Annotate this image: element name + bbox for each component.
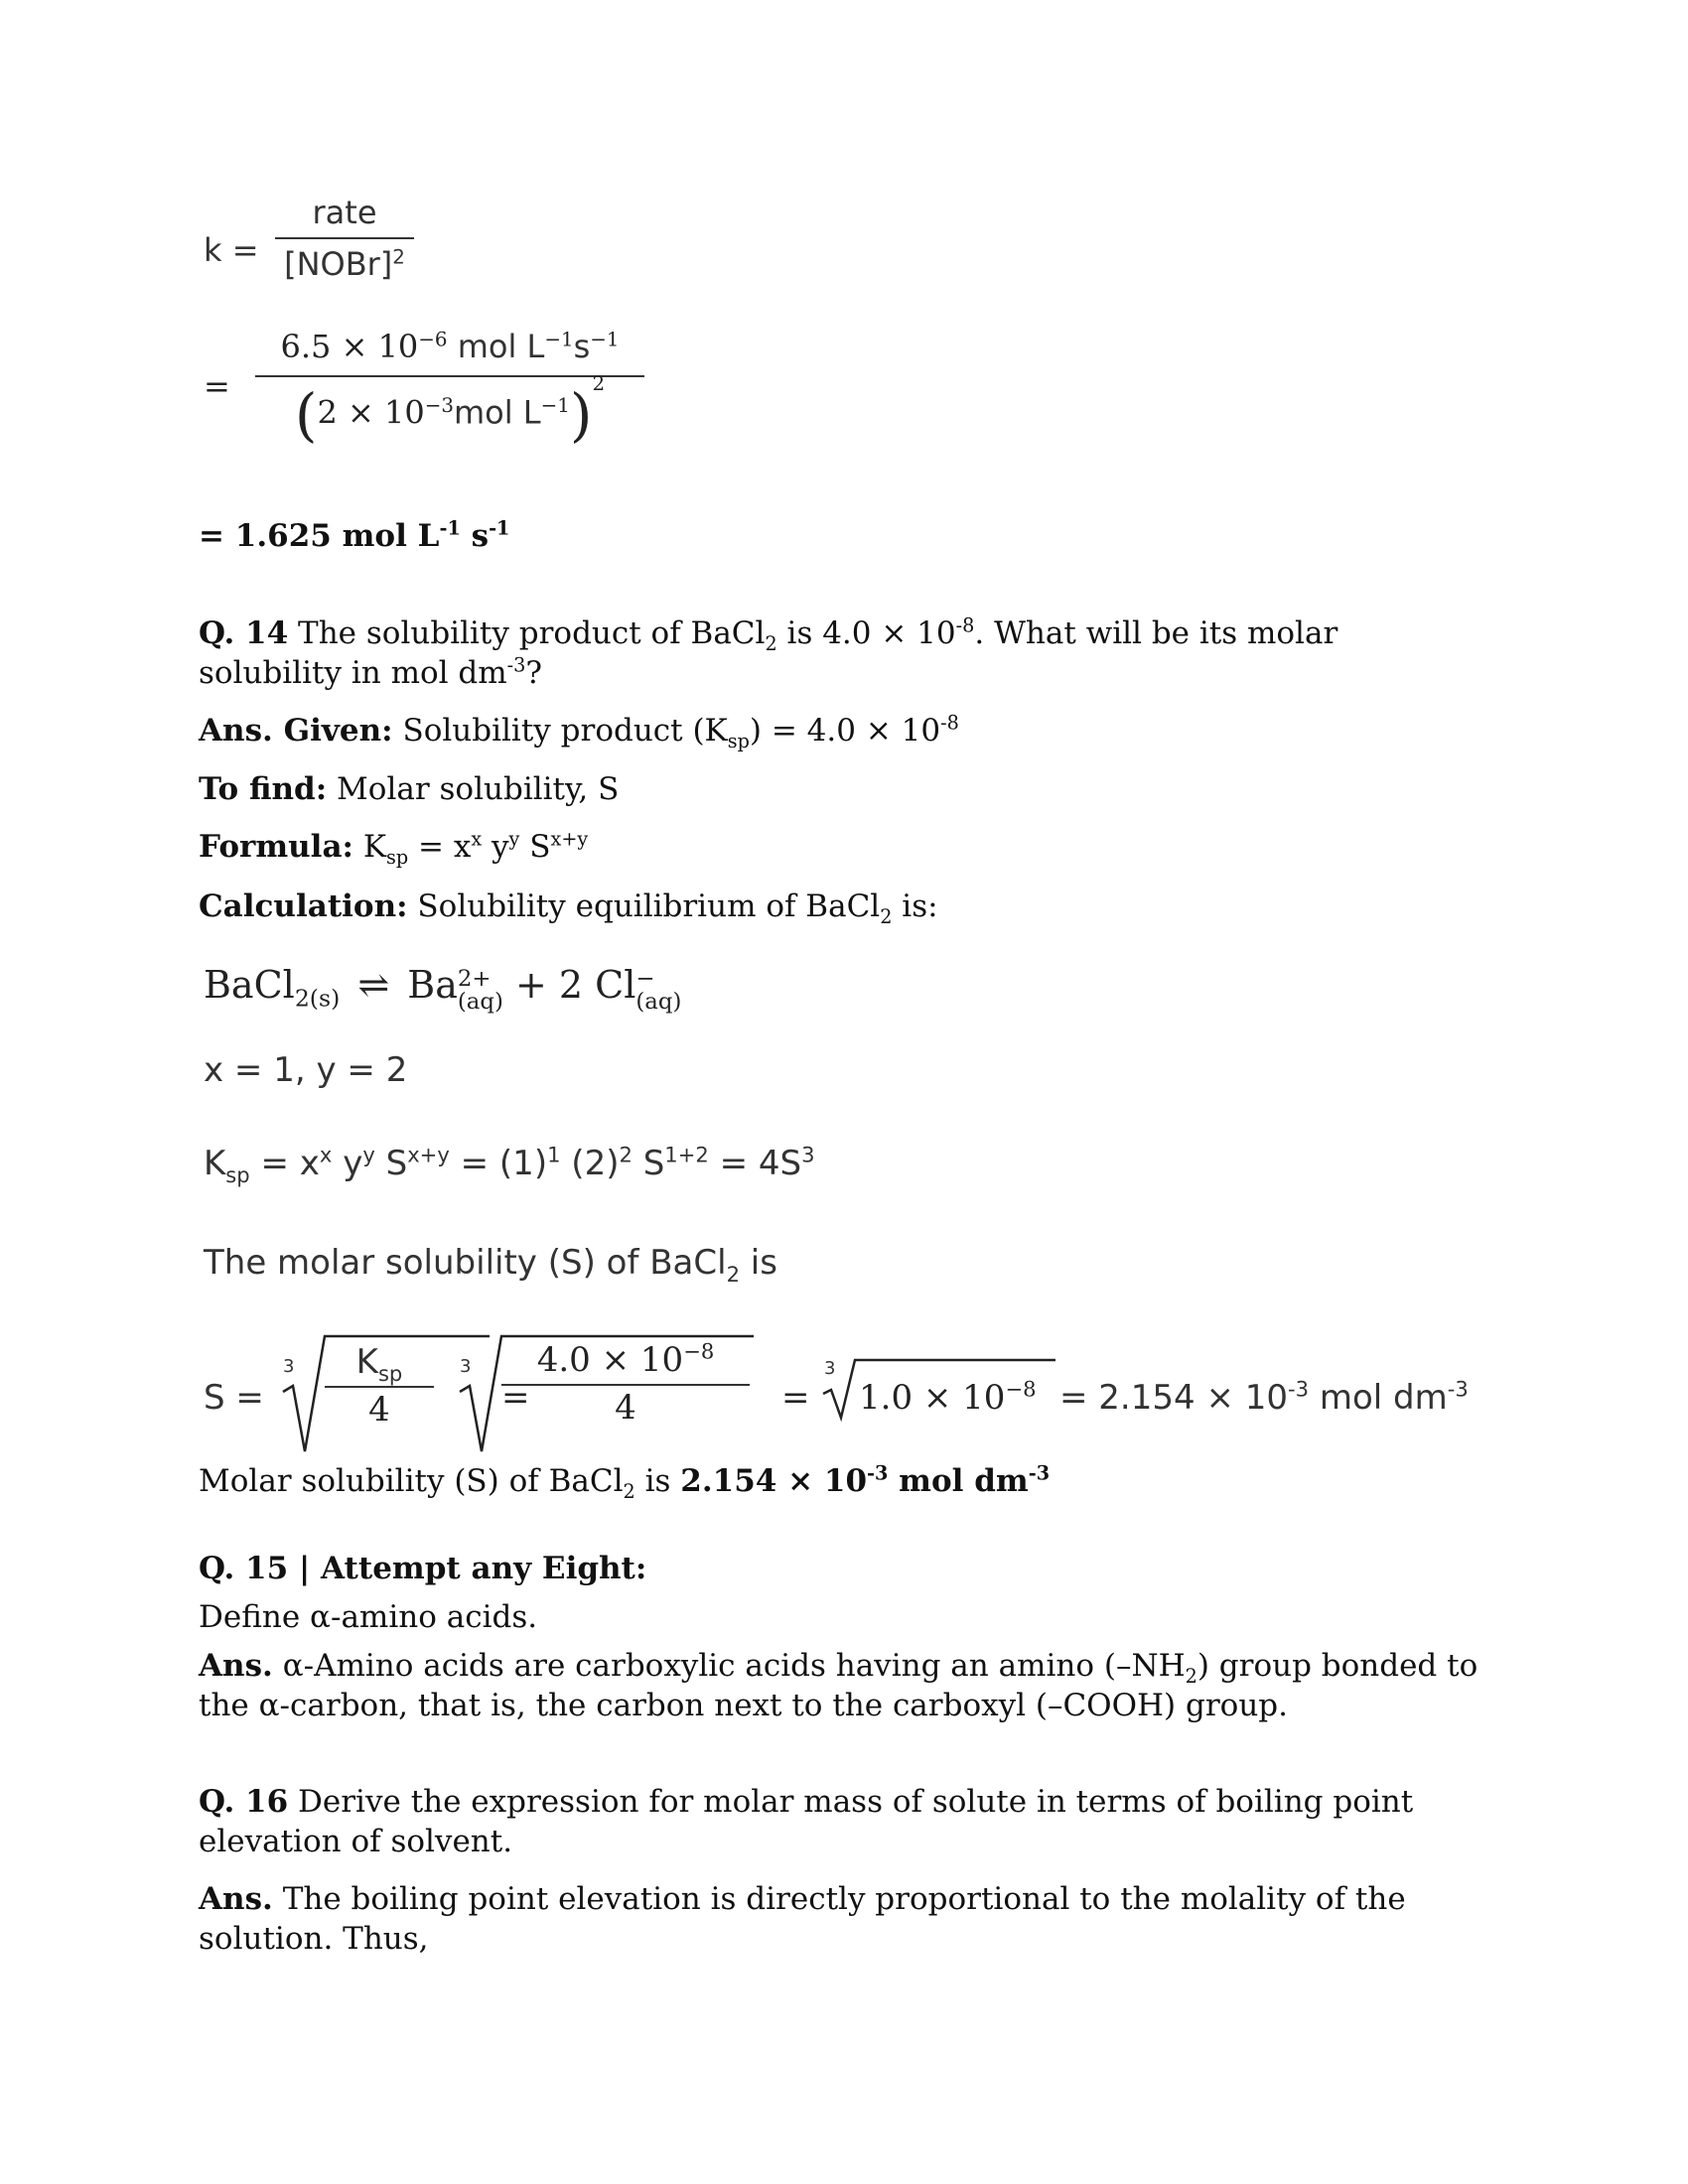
question-label: Q. 16 xyxy=(199,1784,289,1820)
rate-fraction xyxy=(275,194,414,283)
molar-solubility-statement: The molar solubility (S) of BaCl$_2$ is xyxy=(204,1243,777,1287)
value-denominator: ($2 \times 10^{-3}mol$ $L^{-1})^2$ xyxy=(294,371,606,449)
question-14: Q. 14 The solubility product of BaCl$_2$ is $4.0 \times 10^{-8}$. What will be its molar solubility in mol $dm^{-3}$? xyxy=(199,614,1338,691)
question-16-answer: Ans. The boiling point elevation is directly proportional to the molality of the solution. Thus, xyxy=(199,1881,1406,1957)
root-index: 3 xyxy=(283,1356,295,1377)
rate-result: = 1.625 mol $L^{-1}$ $s^{-1}$ xyxy=(199,516,510,554)
molar-solubility-result: Molar solubility (S) of BaCl$_2$ is $2.154 \times 10^{-3}$ mol $dm^{-3}$ xyxy=(199,1461,1051,1504)
root-index-3: 3 xyxy=(824,1358,836,1379)
ksp-expression: $K_{sp} = x^x$ $y^y$ $S^{x+y} = (1)^1$ $(2)^2$ $S^{1+2} = 4S^3$ xyxy=(204,1142,815,1187)
question-label: Q. 15 | Attempt any Eight: xyxy=(199,1551,647,1586)
equilibrium-equation: BaCl$_{2(s)}$ ⇌ Ba 2+ (aq) + 2 Cl − (aq) xyxy=(204,963,682,1015)
root-index-2: 3 xyxy=(460,1356,472,1377)
x-y-values: x = 1, y = 2 xyxy=(204,1050,408,1090)
question-16: Q. 16 Derive the expression for molar mass of solute in terms of boiling point elevation of solvent. xyxy=(199,1784,1414,1859)
root-2-fraction: $4.0 \times 10^{-8}$ 4 xyxy=(501,1340,750,1428)
question-15 xyxy=(199,1549,1489,1588)
rate-value-equation xyxy=(204,328,660,486)
rate-denominator: [NOBr]$^2$ xyxy=(284,245,405,283)
answer-given: Ans. Given: Solubility product $(K_{sp}) = 4.0 \times 10^{-8}$ xyxy=(199,711,959,753)
question-label: Q. 14 xyxy=(199,615,289,651)
value-fraction xyxy=(255,328,644,449)
equals-sign: = xyxy=(204,367,230,405)
equilibrium-arrow-icon: ⇌ xyxy=(357,963,390,1007)
rate-numerator: rate xyxy=(312,194,377,231)
question-15-answer: Ans. α-Amino acids are carboxylic acids having an amino $(-NH_2)$ group bonded to the α-carbon, that is, the carbon next to the carboxyl (–COOH) group. xyxy=(199,1648,1478,1723)
k-lhs: k = xyxy=(204,231,259,269)
formula: Formula: $K_{sp} = x^x$ $y^y$ $S^{x+y}$ xyxy=(199,827,589,870)
solubility-equation: S = 3 $K_{sp}$ 4 = 3 $4.0 \times 10^{-8}$ 4 = 3 $1.0 \times 10^{-8}$ = $2.154 \times 10^{-3}$ mol $dm^{-3}$ xyxy=(204,1320,1435,1469)
value-numerator: $6.5 \times 10^{-6}$ mol $L^{-1}s^{-1}$ xyxy=(280,328,620,365)
calculation: Calculation: Solubility equilibrium of BaCl$_2$ is: xyxy=(199,888,938,929)
root-1-fraction: $K_{sp}$ 4 xyxy=(325,1342,434,1430)
to-find: To find: Molar solubility, S xyxy=(199,771,620,807)
question-15-prompt: Define α-amino acids. xyxy=(199,1599,538,1635)
